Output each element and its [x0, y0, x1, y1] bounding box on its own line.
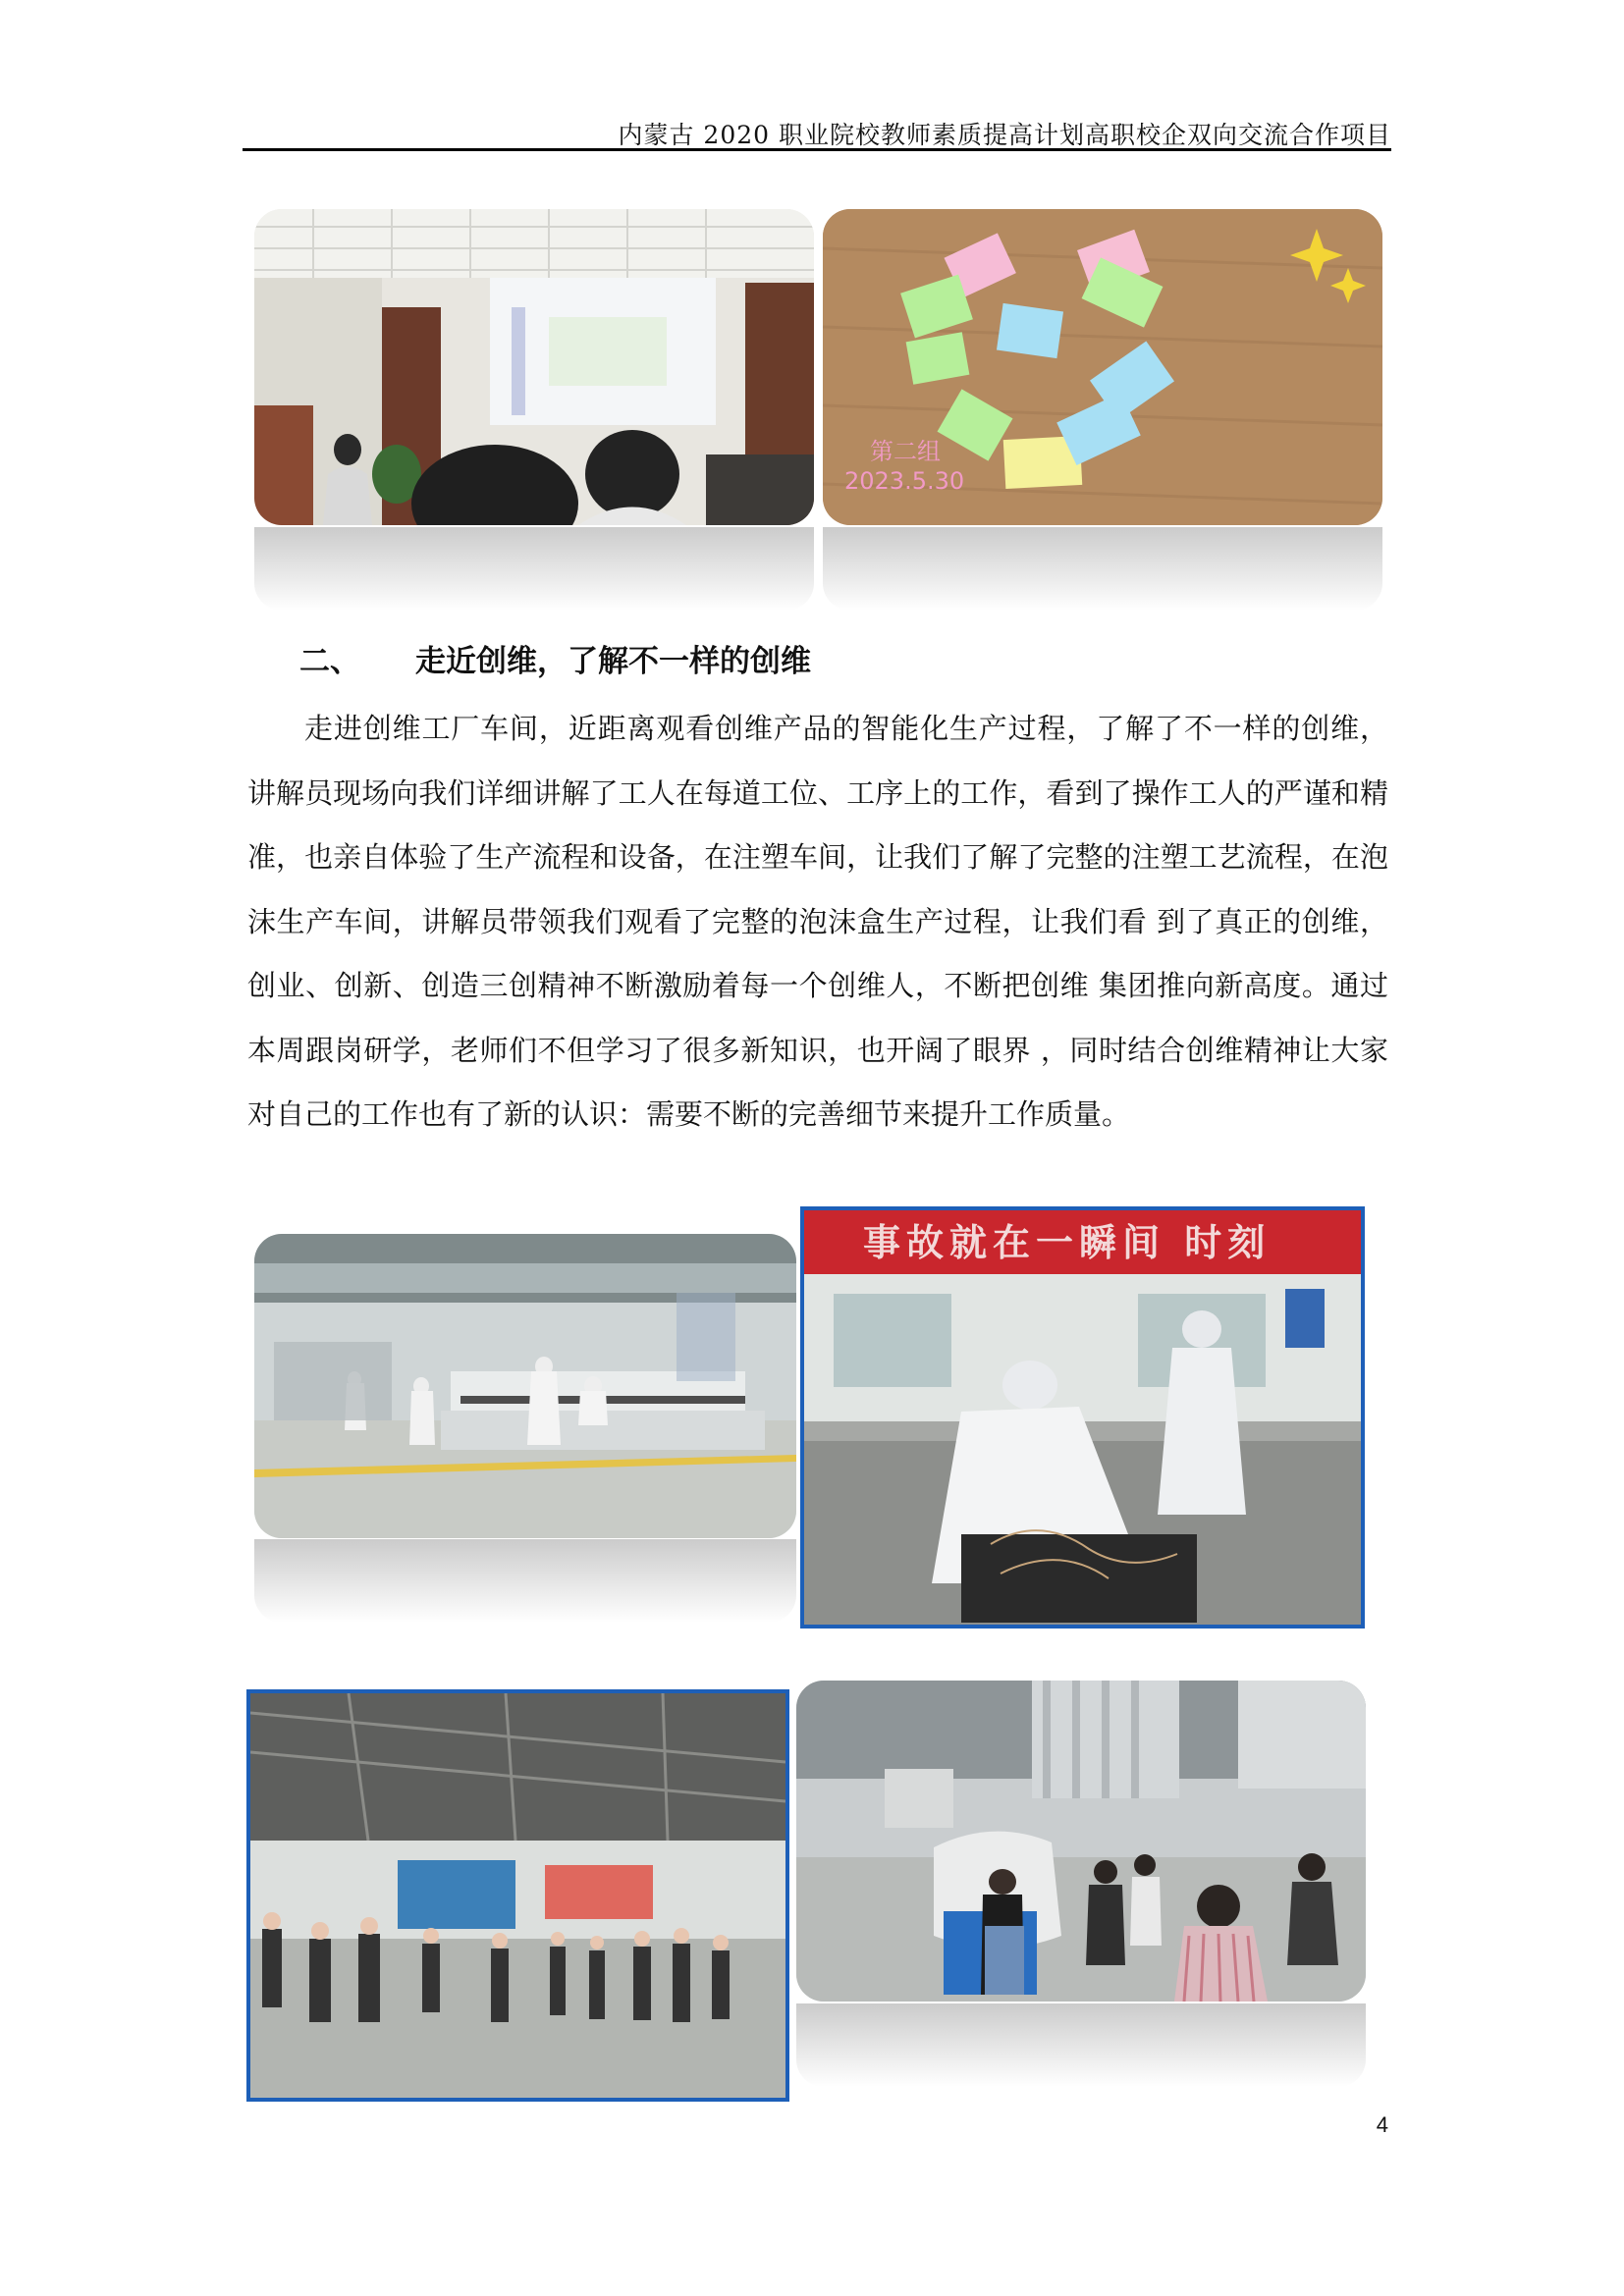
factory-line-photo: [254, 1234, 796, 1538]
sticky-notes-caption-group: 第二组: [870, 438, 941, 465]
sticky-notes-photo: [823, 209, 1382, 525]
foam-production-reflection: [796, 2003, 1366, 2087]
sticky-notes-reflection: [823, 527, 1382, 611]
page-number: 4: [1376, 2112, 1388, 2137]
safety-banner-photo: [800, 1206, 1365, 1629]
lecture-room-reflection: [254, 527, 814, 611]
page-header-title: 内蒙古 2020 职业院校教师素质提高计划高职校企双向交流合作项目: [618, 121, 1391, 149]
section-heading: [299, 636, 811, 680]
section-number: 二、: [299, 644, 360, 679]
header-divider: [243, 148, 1391, 151]
safety-banner-text: 事故就在一瞬间 时刻: [863, 1221, 1272, 1264]
sticky-notes-caption-date: 2023.5.30: [844, 467, 965, 495]
factory-line-reflection: [254, 1539, 796, 1623]
foam-production-photo: [796, 1681, 1366, 2002]
section-title-text: 走近创维，了解不一样的创维: [415, 644, 811, 679]
section-paragraph: 走进创维工厂车间，近距离观看创维产品的智能化生产过程，了解了不一样的创维， 讲解员现场向我们详细讲解了工人在每道工位、工序上的工作，看到了操作工人的严谨和精准，也亲自体验了生产流程和设备，在注塑车间，让我们了解了完整的注塑工艺流程，在泡沫生产车间，讲解员带领我们观看了完整的泡沫盒生产过程，让我们看 到了真正的创维，创业、创新、创造三创精神不断激励着每一个创维人，不断把创维 集团推向新高度。通过本周跟岗研学，老师们不但学习了很多新知识，也开阔了眼界 ，同时结合创维精神让大家对自己的工作也有了新的认识：需要不断的完善细节来提升工作质量。: [247, 712, 1388, 1131]
lecture-room-photo: [254, 209, 814, 525]
workshop-group-photo: [246, 1689, 789, 2102]
